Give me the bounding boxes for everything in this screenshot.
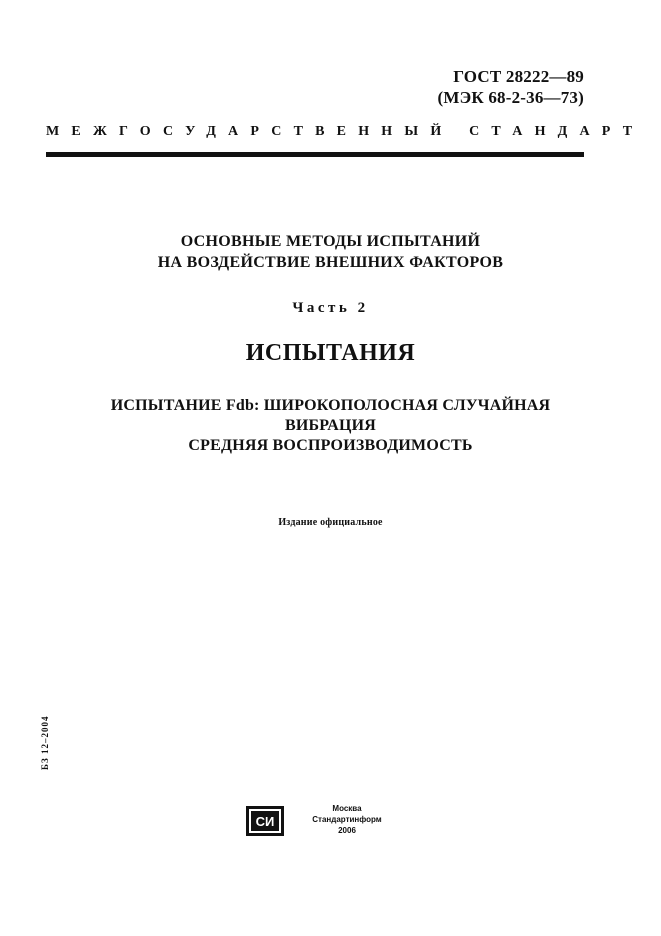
subtitle-line-3: СРЕДНЯЯ ВОСПРОИЗВОДИМОСТЬ <box>188 437 473 454</box>
test-subtitle <box>0 396 661 456</box>
publisher-city: Москва <box>332 804 362 813</box>
main-title-line-1: ОСНОВНЫЕ МЕТОДЫ ИСПЫТАНИЙ <box>180 233 481 250</box>
edition-label: Издание официальное <box>278 517 383 528</box>
subtitle-line-2: ВИБРАЦИЯ <box>284 417 377 434</box>
publisher-name: Стандартинформ <box>312 815 382 824</box>
side-code: БЗ 12–2004 <box>40 715 50 770</box>
subtitle-line-1: ИСПЫТАНИЕ Fdb: ШИРОКОПОЛОСНАЯ СЛУЧАЙНАЯ <box>110 397 551 414</box>
standartinform-logo-icon <box>246 806 284 836</box>
logo-text: СИ <box>255 814 275 829</box>
main-title <box>0 231 661 273</box>
section-title: ИСПЫТАНИЯ <box>245 340 416 366</box>
main-title-line-2: НА ВОЗДЕЙСТВИЕ ВНЕШНИХ ФАКТОРОВ <box>157 254 504 271</box>
gost-number: ГОСТ 28222—89 <box>453 67 584 86</box>
iec-number: (МЭК 68-2-36—73) <box>437 88 584 107</box>
publisher-year: 2006 <box>338 826 356 835</box>
standard-number-block <box>438 66 585 108</box>
standard-type-heading: МЕЖГОСУДАРСТВЕННЫЙ СТАНДАРТ <box>46 124 645 139</box>
part-label: Часть 2 <box>292 300 369 316</box>
header-rule <box>46 152 584 157</box>
publisher-block <box>292 803 402 836</box>
